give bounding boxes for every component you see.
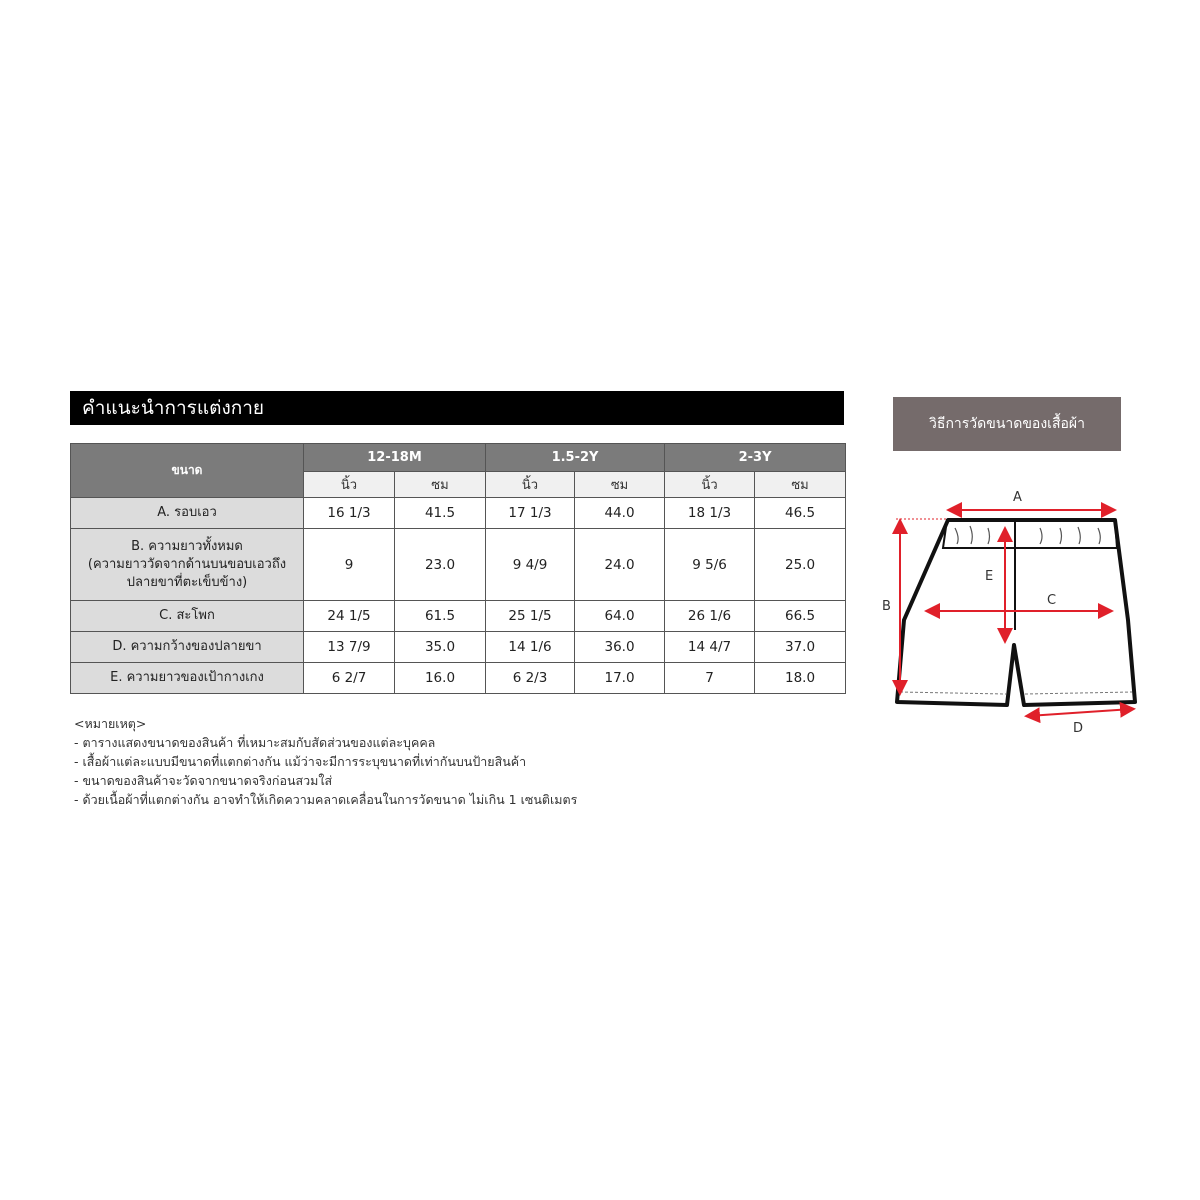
page-title: คำแนะนำการแต่งกาย bbox=[70, 391, 844, 425]
table-cell: 18.0 bbox=[755, 663, 846, 694]
how-to-measure-heading: วิธีการวัดขนาดของเสื้อผ้า bbox=[893, 397, 1121, 451]
note-item: - เสื้อผ้าแต่ละแบบมีขนาดที่แตกต่างกัน แม้ว่าจะมีการระบุขนาดที่เท่ากันบนป้ายสินค้า bbox=[74, 754, 527, 769]
size-group-header: 12-18M bbox=[304, 444, 486, 472]
notes-heading: <หมายเหตุ> bbox=[74, 716, 147, 731]
table-cell: 9 4/9 bbox=[486, 529, 575, 601]
row-label-rise: E. ความยาวของเป้ากางเกง bbox=[71, 663, 304, 694]
table-cell: 16 1/3 bbox=[304, 498, 395, 529]
table-cell: 24 1/5 bbox=[304, 601, 395, 632]
table-cell: 25.0 bbox=[755, 529, 846, 601]
note-item: - ขนาดของสินค้าจะวัดจากขนาดจริงก่อนสวมใส่ bbox=[74, 773, 333, 788]
table-cell: 9 5/6 bbox=[665, 529, 755, 601]
table-row bbox=[71, 663, 846, 694]
table-cell: 37.0 bbox=[755, 632, 846, 663]
table-cell: 17 1/3 bbox=[486, 498, 575, 529]
table-cell: 9 bbox=[304, 529, 395, 601]
table-cell: 25 1/5 bbox=[486, 601, 575, 632]
table-row bbox=[71, 632, 846, 663]
measure-label-c: C bbox=[1047, 593, 1057, 608]
row-label-hip: C. สะโพก bbox=[71, 601, 304, 632]
row-label-line: ปลายขาที่ตะเข็บข้าง) bbox=[126, 574, 248, 590]
unit-header: ซม bbox=[575, 472, 665, 498]
table-cell: 61.5 bbox=[395, 601, 486, 632]
table-cell: 41.5 bbox=[395, 498, 486, 529]
table-cell: 14 1/6 bbox=[486, 632, 575, 663]
table-cell: 35.0 bbox=[395, 632, 486, 663]
table-row bbox=[71, 498, 846, 529]
measure-label-b: B bbox=[882, 599, 891, 614]
table-cell: 66.5 bbox=[755, 601, 846, 632]
row-label-line: B. ความยาวทั้งหมด bbox=[131, 538, 243, 554]
unit-header: ซม bbox=[395, 472, 486, 498]
table-cell: 17.0 bbox=[575, 663, 665, 694]
table-cell: 23.0 bbox=[395, 529, 486, 601]
notes-section bbox=[74, 714, 774, 809]
unit-header: นิ้ว bbox=[304, 472, 395, 498]
measure-label-d: D bbox=[1073, 721, 1084, 736]
measure-line-d bbox=[1028, 709, 1132, 716]
unit-header: ซม bbox=[755, 472, 846, 498]
size-group-header: 1.5-2Y bbox=[486, 444, 665, 472]
shorts-measurement-diagram bbox=[870, 480, 1170, 750]
row-label-total-length bbox=[71, 529, 304, 601]
unit-header: นิ้ว bbox=[486, 472, 575, 498]
measure-label-a: A bbox=[1013, 490, 1022, 505]
table-cell: 26 1/6 bbox=[665, 601, 755, 632]
table-row bbox=[71, 529, 846, 601]
table-cell: 13 7/9 bbox=[304, 632, 395, 663]
row-label-waist: A. รอบเอว bbox=[71, 498, 304, 529]
size-column-header: ขนาด bbox=[71, 444, 304, 498]
size-chart-table bbox=[70, 443, 846, 694]
note-item: - ตารางแสดงขนาดของสินค้า ที่เหมาะสมกับสัดส่วนของแต่ละบุคคล bbox=[74, 735, 436, 750]
table-cell: 16.0 bbox=[395, 663, 486, 694]
table-cell: 36.0 bbox=[575, 632, 665, 663]
measure-label-e: E bbox=[985, 569, 994, 584]
size-group-header: 2-3Y bbox=[665, 444, 846, 472]
table-cell: 64.0 bbox=[575, 601, 665, 632]
table-cell: 18 1/3 bbox=[665, 498, 755, 529]
table-cell: 24.0 bbox=[575, 529, 665, 601]
table-cell: 44.0 bbox=[575, 498, 665, 529]
row-label-line: (ความยาววัดจากด้านบนขอบเอวถึง bbox=[87, 556, 287, 572]
note-item: - ด้วยเนื้อผ้าที่แตกต่างกัน อาจทำให้เกิดความคลาดเคลื่อนในการวัดขนาด ไม่เกิน 1 เซนติเมตร bbox=[74, 792, 578, 807]
row-label-leg-opening: D. ความกว้างของปลายขา bbox=[71, 632, 304, 663]
table-cell: 6 2/3 bbox=[486, 663, 575, 694]
table-cell: 7 bbox=[665, 663, 755, 694]
table-cell: 46.5 bbox=[755, 498, 846, 529]
table-row bbox=[71, 601, 846, 632]
table-cell: 6 2/7 bbox=[304, 663, 395, 694]
unit-header: นิ้ว bbox=[665, 472, 755, 498]
table-cell: 14 4/7 bbox=[665, 632, 755, 663]
